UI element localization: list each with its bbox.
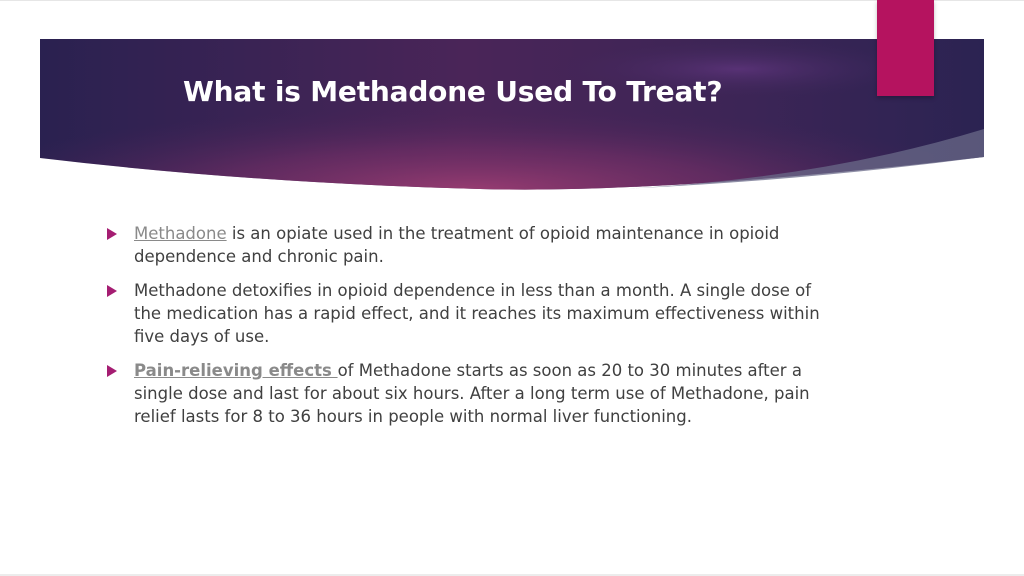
top-divider: [0, 0, 1024, 1]
bullet-text: Methadone detoxifies in opioid dependence in less than a month. A single dose of the medication has a rapid effect, and it reaches its maximum effectiveness within five days of use.: [134, 281, 820, 346]
bullet-arrow-icon: [107, 285, 117, 297]
bullet-item: [107, 222, 837, 268]
bullet-item: [107, 359, 837, 428]
bullet-item: [107, 279, 837, 348]
bullet-text: is an opiate used in the treatment of opioid maintenance in opioid dependence and chronic pain.: [134, 224, 780, 266]
pain-relieving-effects-link[interactable]: Pain-relieving effects: [134, 361, 338, 380]
bullet-list: [107, 222, 837, 439]
title-banner: [40, 39, 984, 191]
bullet-arrow-icon: [107, 228, 117, 240]
bullet-arrow-icon: [107, 365, 117, 377]
slide-title: What is Methadone Used To Treat?: [183, 75, 723, 108]
accent-tab: [877, 0, 934, 96]
methadone-link[interactable]: Methadone: [134, 224, 227, 243]
bullet-text: of Methadone starts as soon as 20 to 30 minutes after a single dose and last for about six hours. After a long term use of Methadone, pain relief lasts for 8 to 36 hours in people with normal liver functioning.: [134, 361, 810, 426]
